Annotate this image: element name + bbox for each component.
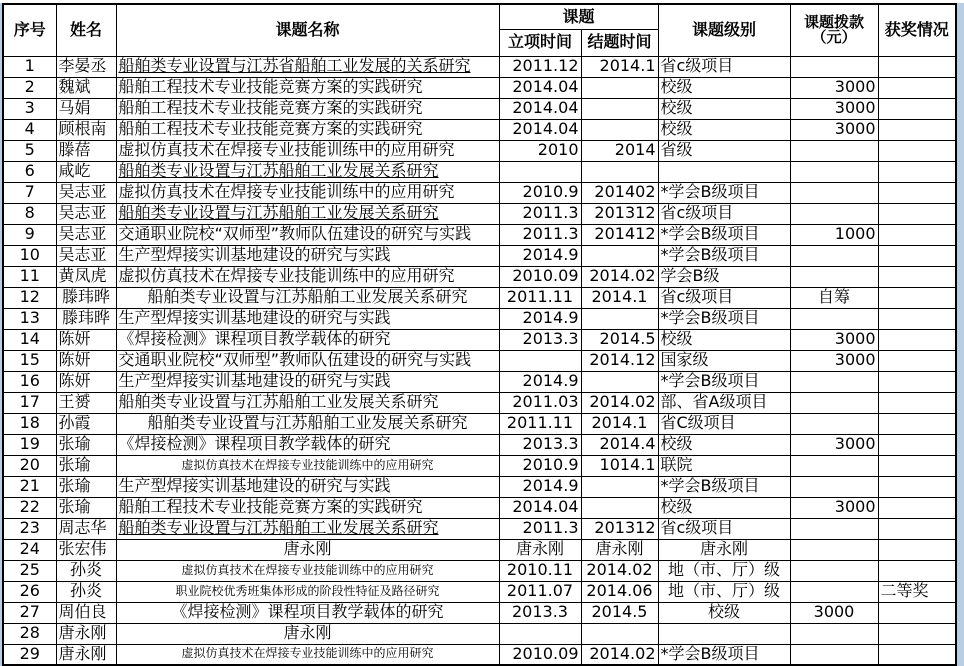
cell-project: 船舶类专业设置与江苏船舶工业发展关系研究 (116, 161, 499, 182)
cell-seq: 16 (3, 371, 56, 392)
cell-award: 二等奖 (878, 581, 956, 602)
table-row (3, 119, 956, 140)
cell-seq: 12 (3, 287, 56, 308)
cell-start-date: 唐永刚 (499, 539, 581, 560)
cell-start-date: 2014.9 (499, 308, 581, 329)
cell-award (878, 245, 956, 266)
cell-seq: 22 (3, 497, 56, 518)
table-header (3, 4, 956, 56)
cell-level: *学会B级项目 (658, 371, 790, 392)
cell-award (878, 560, 956, 581)
cell-end-date: 2014.5 (581, 602, 658, 623)
cell-funding (790, 245, 878, 266)
cell-end-date: 2014.02 (581, 266, 658, 287)
cell-project: 职业院校优秀班集体形成的阶段性特征及路径研究 (116, 581, 499, 602)
cell-funding: 1000 (790, 224, 878, 245)
cell-end-date: 2014.02 (581, 560, 658, 581)
header-project: 课题名称 (116, 4, 499, 56)
cell-level: 省c级项目 (658, 56, 790, 77)
cell-name: 孙炎 (56, 581, 116, 602)
cell-project: 船舶类专业设置与江苏船舶工业发展关系研究 (116, 518, 499, 539)
cell-start-date: 2011.12 (499, 56, 581, 77)
cell-start-date: 2011.3 (499, 518, 581, 539)
cell-level: 学会B级 (658, 266, 790, 287)
cell-end-date (581, 98, 658, 119)
cell-project: 船舶类专业设置与江苏船舶工业发展关系研究 (116, 392, 499, 413)
cell-funding (790, 476, 878, 497)
cell-start-date: 2010.09 (499, 644, 581, 665)
cell-award (878, 224, 956, 245)
cell-project: 虚拟仿真技术在焊接专业技能训练中的应用研究 (116, 560, 499, 581)
cell-seq: 26 (3, 581, 56, 602)
cell-start-date: 2010 (499, 140, 581, 161)
cell-award (878, 602, 956, 623)
cell-end-date: 2014.02 (581, 644, 658, 665)
table-row (3, 98, 956, 119)
cell-end-date: 201312 (581, 203, 658, 224)
cell-funding (790, 140, 878, 161)
cell-seq: 21 (3, 476, 56, 497)
cell-name: 张瑜 (56, 476, 116, 497)
cell-funding (790, 161, 878, 182)
cell-start-date: 2013.3 (499, 329, 581, 350)
cell-level: 校级 (658, 98, 790, 119)
cell-end-date (581, 245, 658, 266)
cell-end-date: 2014.5 (581, 329, 658, 350)
cell-name: 马娟 (56, 98, 116, 119)
cell-end-date: 2014.02 (581, 392, 658, 413)
cell-funding (790, 644, 878, 665)
cell-level: 地（市、厅）级 (658, 581, 790, 602)
cell-name: 吴志亚 (56, 245, 116, 266)
header-end-date: 结题时间 (581, 29, 658, 56)
cell-project: 唐永刚 (116, 539, 499, 560)
cell-award (878, 287, 956, 308)
cell-project: 交通职业院校“双师型”教师队伍建设的研究与实践 (116, 224, 499, 245)
cell-name: 吴志亚 (56, 224, 116, 245)
cell-level: 校级 (658, 497, 790, 518)
cell-funding (790, 203, 878, 224)
cell-name: 周志华 (56, 518, 116, 539)
table-row (3, 182, 956, 203)
cell-level: *学会B级项目 (658, 182, 790, 203)
cell-name: 张瑜 (56, 434, 116, 455)
table-row (3, 497, 956, 518)
table-row (3, 518, 956, 539)
cell-award (878, 476, 956, 497)
cell-end-date: 2014.12 (581, 350, 658, 371)
cell-end-date: 2014.1 (581, 287, 658, 308)
cell-award (878, 56, 956, 77)
cell-end-date: 2014.4 (581, 434, 658, 455)
cell-project: 船舶类专业设置与江苏船舶工业发展关系研究 (116, 203, 499, 224)
table-row (3, 581, 956, 602)
cell-start-date (499, 161, 581, 182)
cell-start-date: 2010.11 (499, 560, 581, 581)
cell-seq: 11 (3, 266, 56, 287)
header-funding-line1: 课题拨款 (803, 12, 864, 31)
cell-seq: 10 (3, 245, 56, 266)
cell-funding: 3000 (790, 350, 878, 371)
cell-level: 校级 (658, 602, 790, 623)
cell-funding (790, 518, 878, 539)
cell-seq: 8 (3, 203, 56, 224)
table-body (3, 56, 956, 665)
cell-project: 船舶类专业设置与江苏船舶工业发展关系研究 (116, 287, 499, 308)
cell-award (878, 182, 956, 203)
cell-project: 虚拟仿真技术在焊接专业技能训练中的应用研究 (116, 140, 499, 161)
cell-start-date: 2014.9 (499, 371, 581, 392)
cell-start-date: 2013.3 (499, 602, 581, 623)
cell-award (878, 161, 956, 182)
cell-level: 省级 (658, 140, 790, 161)
cell-funding: 3000 (790, 98, 878, 119)
cell-funding (790, 623, 878, 644)
header-funding-line2: （元） (811, 28, 857, 47)
header-start-date: 立项时间 (499, 29, 581, 56)
cell-project: 生产型焊接实训基地建设的研究与实践 (116, 245, 499, 266)
cell-start-date: 2011.11 (499, 413, 581, 434)
cell-end-date: 2014.1 (581, 413, 658, 434)
cell-funding: 3000 (790, 329, 878, 350)
cell-seq: 1 (3, 56, 56, 77)
cell-award (878, 77, 956, 98)
cell-name: 咸屹 (56, 161, 116, 182)
cell-award (878, 371, 956, 392)
table-row (3, 245, 956, 266)
cell-seq: 17 (3, 392, 56, 413)
table-row (3, 455, 956, 476)
cell-funding (790, 308, 878, 329)
cell-level: 国家级 (658, 350, 790, 371)
cell-start-date: 2014.9 (499, 476, 581, 497)
table-row (3, 224, 956, 245)
cell-funding: 3000 (790, 497, 878, 518)
cell-level: 省C级项目 (658, 413, 790, 434)
cell-funding (790, 560, 878, 581)
cell-seq: 25 (3, 560, 56, 581)
cell-start-date: 2011.07 (499, 581, 581, 602)
cell-start-date: 2010.9 (499, 182, 581, 203)
cell-name: 吴志亚 (56, 182, 116, 203)
cell-award (878, 434, 956, 455)
cell-end-date (581, 161, 658, 182)
cell-funding (790, 56, 878, 77)
cell-level: *学会B级项目 (658, 224, 790, 245)
cell-name: 孙炎 (56, 560, 116, 581)
cell-end-date: 2014 (581, 140, 658, 161)
table-row (3, 140, 956, 161)
cell-project: 生产型焊接实训基地建设的研究与实践 (116, 371, 499, 392)
cell-project: 《焊接检测》课程项目教学载体的研究 (116, 602, 499, 623)
cell-level: 唐永刚 (658, 539, 790, 560)
cell-start-date: 2011.11 (499, 287, 581, 308)
cell-end-date: 201402 (581, 182, 658, 203)
table-row (3, 434, 956, 455)
cell-end-date: 唐永刚 (581, 539, 658, 560)
cell-start-date: 2010.09 (499, 266, 581, 287)
cell-award (878, 644, 956, 665)
cell-start-date: 2014.04 (499, 77, 581, 98)
cell-funding (790, 581, 878, 602)
cell-award (878, 539, 956, 560)
cell-start-date (499, 350, 581, 371)
cell-seq: 24 (3, 539, 56, 560)
cell-start-date (499, 623, 581, 644)
cell-seq: 5 (3, 140, 56, 161)
cell-award (878, 455, 956, 476)
cell-name: 陈妍 (56, 371, 116, 392)
cell-name: 李晏丞 (56, 56, 116, 77)
table-row (3, 266, 956, 287)
cell-level: *学会B级项目 (658, 308, 790, 329)
cell-project: 船舶工程技术专业技能竞赛方案的实践研究 (116, 497, 499, 518)
cell-end-date: 1014.1 (581, 455, 658, 476)
cell-funding (790, 413, 878, 434)
cell-award (878, 623, 956, 644)
header-award: 获奖情况 (878, 4, 956, 56)
cell-end-date (581, 371, 658, 392)
cell-name: 孙霞 (56, 413, 116, 434)
cell-seq: 7 (3, 182, 56, 203)
cell-award (878, 350, 956, 371)
cell-seq: 2 (3, 77, 56, 98)
table-row (3, 539, 956, 560)
cell-seq: 20 (3, 455, 56, 476)
cell-name: 唐永刚 (56, 644, 116, 665)
cell-end-date (581, 77, 658, 98)
cell-seq: 14 (3, 329, 56, 350)
table-row (3, 203, 956, 224)
table-row (3, 602, 956, 623)
cell-project: 唐永刚 (116, 623, 499, 644)
cell-funding (790, 182, 878, 203)
header-topic-group: 课题 (499, 4, 658, 29)
cell-name: 陈妍 (56, 329, 116, 350)
cell-seq: 9 (3, 224, 56, 245)
cell-end-date: 201412 (581, 224, 658, 245)
cell-level: 校级 (658, 77, 790, 98)
cell-start-date: 2014.9 (499, 245, 581, 266)
cell-end-date (581, 497, 658, 518)
cell-project: 虚拟仿真技术在焊接专业技能训练中的应用研究 (116, 182, 499, 203)
cell-seq: 28 (3, 623, 56, 644)
cell-seq: 27 (3, 602, 56, 623)
cell-award (878, 266, 956, 287)
cell-project: 虚拟仿真技术在焊接专业技能训练中的应用研究 (116, 266, 499, 287)
cell-project: 船舶工程技术专业技能竞赛方案的实践研究 (116, 98, 499, 119)
cell-award (878, 392, 956, 413)
cell-funding: 3000 (790, 77, 878, 98)
table-row (3, 56, 956, 77)
cell-seq: 18 (3, 413, 56, 434)
cell-award (878, 140, 956, 161)
cell-project: 《焊接检测》课程项目教学载体的研究 (116, 329, 499, 350)
table-row (3, 413, 956, 434)
cell-start-date: 2011.03 (499, 392, 581, 413)
cell-name: 周伯良 (56, 602, 116, 623)
cell-project: 船舶工程技术专业技能竞赛方案的实践研究 (116, 77, 499, 98)
cell-project: 生产型焊接实训基地建设的研究与实践 (116, 476, 499, 497)
cell-end-date (581, 623, 658, 644)
table-row (3, 77, 956, 98)
cell-level: 联院 (658, 455, 790, 476)
cell-name: 陈妍 (56, 350, 116, 371)
cell-name: 魏斌 (56, 77, 116, 98)
cell-funding (790, 266, 878, 287)
cell-name: 张瑜 (56, 497, 116, 518)
cell-award (878, 308, 956, 329)
table-row (3, 371, 956, 392)
table-row (3, 560, 956, 581)
cell-seq: 13 (3, 308, 56, 329)
cell-seq: 29 (3, 644, 56, 665)
cell-project: 生产型焊接实训基地建设的研究与实践 (116, 308, 499, 329)
cell-level (658, 623, 790, 644)
cell-funding: 3000 (790, 602, 878, 623)
cell-name: 吴志亚 (56, 203, 116, 224)
cell-name: 张瑜 (56, 455, 116, 476)
cell-level: 部、省A级项目 (658, 392, 790, 413)
cell-end-date: 2014.1 (581, 56, 658, 77)
cell-end-date (581, 119, 658, 140)
cell-level: 省c级项目 (658, 203, 790, 224)
research-projects-table (2, 3, 957, 666)
cell-project: 虚拟仿真技术在焊接专业技能训练中的应用研究 (116, 644, 499, 665)
table-row (3, 644, 956, 665)
cell-start-date: 2014.04 (499, 98, 581, 119)
cell-seq: 6 (3, 161, 56, 182)
cell-name: 滕蓓 (56, 140, 116, 161)
cell-funding: 3000 (790, 119, 878, 140)
table-row (3, 350, 956, 371)
cell-funding: 自筹 (790, 287, 878, 308)
cell-seq: 4 (3, 119, 56, 140)
cell-level: 校级 (658, 119, 790, 140)
cell-project: 《焊接检测》课程项目教学载体的研究 (116, 434, 499, 455)
cell-level: 省c级项目 (658, 287, 790, 308)
cell-start-date: 2011.3 (499, 224, 581, 245)
cell-award (878, 497, 956, 518)
cell-start-date: 2014.04 (499, 497, 581, 518)
cell-funding: 3000 (790, 434, 878, 455)
cell-level: *学会B级项目 (658, 245, 790, 266)
cell-name: 张宏伟 (56, 539, 116, 560)
cell-award (878, 203, 956, 224)
cell-level: 校级 (658, 434, 790, 455)
cell-project: 虚拟仿真技术在焊接专业技能训练中的应用研究 (116, 455, 499, 476)
cell-start-date: 2013.3 (499, 434, 581, 455)
cell-level: 省c级项目 (658, 518, 790, 539)
cell-funding (790, 539, 878, 560)
cell-level: *学会B级项目 (658, 644, 790, 665)
cell-funding (790, 371, 878, 392)
cell-level: 地（市、厅）级 (658, 560, 790, 581)
header-seq: 序号 (3, 4, 56, 56)
header-name: 姓名 (56, 4, 116, 56)
table-row (3, 476, 956, 497)
cell-award (878, 413, 956, 434)
cell-project: 船舶类专业设置与江苏省船舶工业发展的关系研究 (116, 56, 499, 77)
cell-project: 船舶类专业设置与江苏船舶工业发展关系研究 (116, 413, 499, 434)
cell-start-date: 2010.9 (499, 455, 581, 476)
table-row (3, 161, 956, 182)
cell-end-date (581, 476, 658, 497)
cell-name: 王赟 (56, 392, 116, 413)
table-row (3, 329, 956, 350)
cell-seq: 23 (3, 518, 56, 539)
cell-end-date (581, 308, 658, 329)
cell-name: 滕玮晔 (56, 287, 116, 308)
table-row (3, 308, 956, 329)
cell-name: 滕玮晔 (56, 308, 116, 329)
cell-seq: 3 (3, 98, 56, 119)
cell-start-date: 2011.3 (499, 203, 581, 224)
cell-level: 校级 (658, 329, 790, 350)
table-row (3, 287, 956, 308)
cell-award (878, 98, 956, 119)
cell-award (878, 329, 956, 350)
table-row (3, 392, 956, 413)
cell-name: 黄凤虎 (56, 266, 116, 287)
cell-end-date: 201312 (581, 518, 658, 539)
cell-name: 顾根南 (56, 119, 116, 140)
cell-seq: 15 (3, 350, 56, 371)
cell-funding (790, 392, 878, 413)
cell-award (878, 518, 956, 539)
cell-award (878, 119, 956, 140)
cell-end-date: 2014.06 (581, 581, 658, 602)
cell-project: 交通职业院校“双师型”教师队伍建设的研究与实践 (116, 350, 499, 371)
table-row (3, 623, 956, 644)
cell-level: *学会B级项目 (658, 476, 790, 497)
cell-funding (790, 455, 878, 476)
header-level: 课题级别 (658, 4, 790, 56)
cell-project: 船舶工程技术专业技能竞赛方案的实践研究 (116, 119, 499, 140)
cell-name: 唐永刚 (56, 623, 116, 644)
header-funding (790, 4, 878, 56)
cell-level (658, 161, 790, 182)
cell-start-date: 2014.04 (499, 119, 581, 140)
cell-seq: 19 (3, 434, 56, 455)
